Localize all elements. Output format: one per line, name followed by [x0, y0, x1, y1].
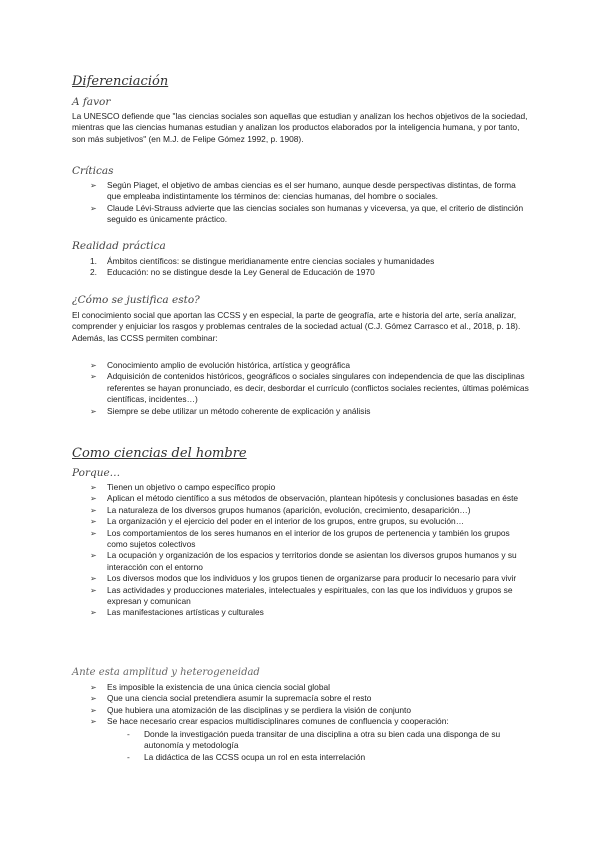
list-item: ➢ Los comportamientos de los seres humanos en el interior de los grupos de pertenencia y también los grupos como sujetos colectivos — [90, 527, 510, 550]
list-item: ➢ La organización y el ejercicio del poder en el interior de los grupos, entre grupos, su evolución… — [90, 516, 465, 527]
arrow-bullet-icon: ➢ — [90, 608, 97, 618]
arrow-bullet-icon: ➢ — [90, 483, 97, 492]
arrow-bullet-icon: ➢ — [90, 683, 97, 692]
list-item: ➢ Es imposible la existencia de una única ciencia social global — [90, 682, 330, 692]
arrow-bullet-icon: ➢ — [90, 585, 97, 595]
list-item: ➢ Adquisición de contenidos históricos, geográficos o sociales singulares con independencia de que las disciplinas referentes se hayan pronunciado, es decir, desbordar el currículo (conflictos sociales recientes, últimas polémicas científicas, incidentes…) — [90, 371, 529, 405]
list-item: 1. Ámbitos científicos: se distingue meridianamente entre ciencias sociales y humanidades — [90, 256, 435, 266]
heading-ciencias-del-hombre: Como ciencias del hombre — [72, 446, 247, 461]
arrow-bullet-icon: ➢ — [90, 203, 97, 213]
list-amplitud-sub — [127, 729, 527, 763]
list-item: ➢ Las actividades y producciones materiales, intelectuales y espirituales, con las que los individuos y grupos se expresan y comunican — [90, 584, 513, 607]
list-item: ➢ Que una ciencia social pretendiera asumir la supremacía sobre el resto — [90, 693, 372, 704]
subheading-amplitud: Ante esta amplitud y heterogeneidad — [72, 667, 260, 678]
list-item: ➢ Que hubiera una atomización de las disciplinas y se perdiera la visión de conjunto — [90, 704, 412, 715]
list-item: ➢ Siempre se debe utilizar un método coherente de explicación y análisis — [90, 405, 371, 416]
dash-bullet-icon: - — [127, 729, 130, 739]
arrow-bullet-icon: ➢ — [90, 694, 97, 704]
list-item: ➢ Las manifestaciones artísticas y culturales — [90, 607, 264, 618]
subheading-criticas: Críticas — [72, 165, 114, 177]
subheading-porque: Porque… — [72, 467, 121, 479]
list-criticas — [90, 180, 530, 226]
list-porque — [90, 482, 530, 619]
list-amplitud — [90, 682, 530, 728]
arrow-bullet-icon: ➢ — [90, 551, 97, 561]
arrow-bullet-icon: ➢ — [90, 406, 97, 416]
arrow-bullet-icon: ➢ — [90, 517, 97, 527]
list-item: - La didáctica de las CCSS ocupa un rol en esta interrelación — [127, 751, 366, 762]
dash-bullet-icon: - — [127, 751, 130, 762]
subheading-realidad-practica: Realidad práctica — [72, 240, 166, 252]
list-item: ➢ Aplican el método científico a sus métodos de observación, plantean hipótesis y conclusiones basadas en éste — [90, 493, 519, 504]
list-item: ➢ Conocimiento amplio de evolución histórica, artística y geográfica — [90, 360, 350, 370]
subheading-como-se-justifica: ¿Cómo se justifica esto? — [72, 294, 200, 306]
list-item: ➢ Se hace necesario crear espacios multidisciplinares comunes de confluencia y cooperación: — [90, 716, 449, 727]
heading-diferenciacion: Diferenciación — [72, 74, 169, 89]
arrow-bullet-icon: ➢ — [90, 361, 97, 370]
arrow-bullet-icon: ➢ — [90, 528, 97, 538]
list-item: ➢ La ocupación y organización de los espacios y territorios donde se asientan los diversos grupos humanos y su interacción con el entorno — [90, 550, 517, 572]
arrow-bullet-icon: ➢ — [90, 705, 97, 715]
arrow-bullet-icon: ➢ — [90, 494, 97, 504]
list-item: 2. Educación: no se distingue desde la Ley General de Educación de 1970 — [90, 267, 375, 278]
paragraph-justifica: El conocimiento social que aportan las CCSS y en especial, la parte de geografía, arte e historia del arte, sería analizar, comprender y enjuiciar los rasgos y problemas centrales de la sociedad actual (C.J. Gómez Carrasco et al., 2018, p. 18). Además, las CCSS permiten combinar: — [72, 310, 521, 343]
arrow-bullet-icon: ➢ — [90, 505, 97, 515]
arrow-bullet-icon: ➢ — [90, 717, 97, 727]
paragraph-a-favor: La UNESCO defiende que "las ciencias sociales son aquellas que estudian y analizan los hechos objetivos de la sociedad, mientras que las ciencias humanas estudian y analizan los productos elaborados por la inteligencia humana, y por tanto, son más subjetivos" (en M.J. de Felipe Gómez 1992, p. 1908). — [72, 111, 528, 144]
arrow-bullet-icon: ➢ — [90, 181, 97, 190]
arrow-bullet-icon: ➢ — [90, 372, 97, 382]
subheading-a-favor: A favor — [72, 96, 111, 108]
list-item: ➢ La naturaleza de los diversos grupos humanos (aparición, evolución, crecimiento, desaparición…) — [90, 504, 471, 515]
list-item: ➢ Claude Lévi-Strauss advierte que las ciencias sociales son humanas y viceversa, ya que, el criterio de distinción seguido es únicamente práctico. — [90, 202, 524, 225]
list-item: ➢ Según Piaget, el objetivo de ambas ciencias es el ser humano, aunque desde perspectivas distintas, de forma que empleaba indistintamente los términos de: ciencias humanas, del hombre o sociales. — [90, 180, 516, 202]
list-item: - Donde la investigación pueda transitar de una disciplina a otra su bien cada una disponga de su autonomía y metodología — [127, 729, 501, 751]
list-realidad-practica — [90, 256, 530, 279]
list-item: ➢ Los diversos modos que los individuos y los grupos tienen de organizarse para producir lo necesario para vivir — [90, 573, 517, 584]
list-item: ➢ Tienen un objetivo o campo específico propio — [90, 482, 276, 492]
arrow-bullet-icon: ➢ — [90, 574, 97, 584]
list-combinar — [90, 360, 530, 417]
